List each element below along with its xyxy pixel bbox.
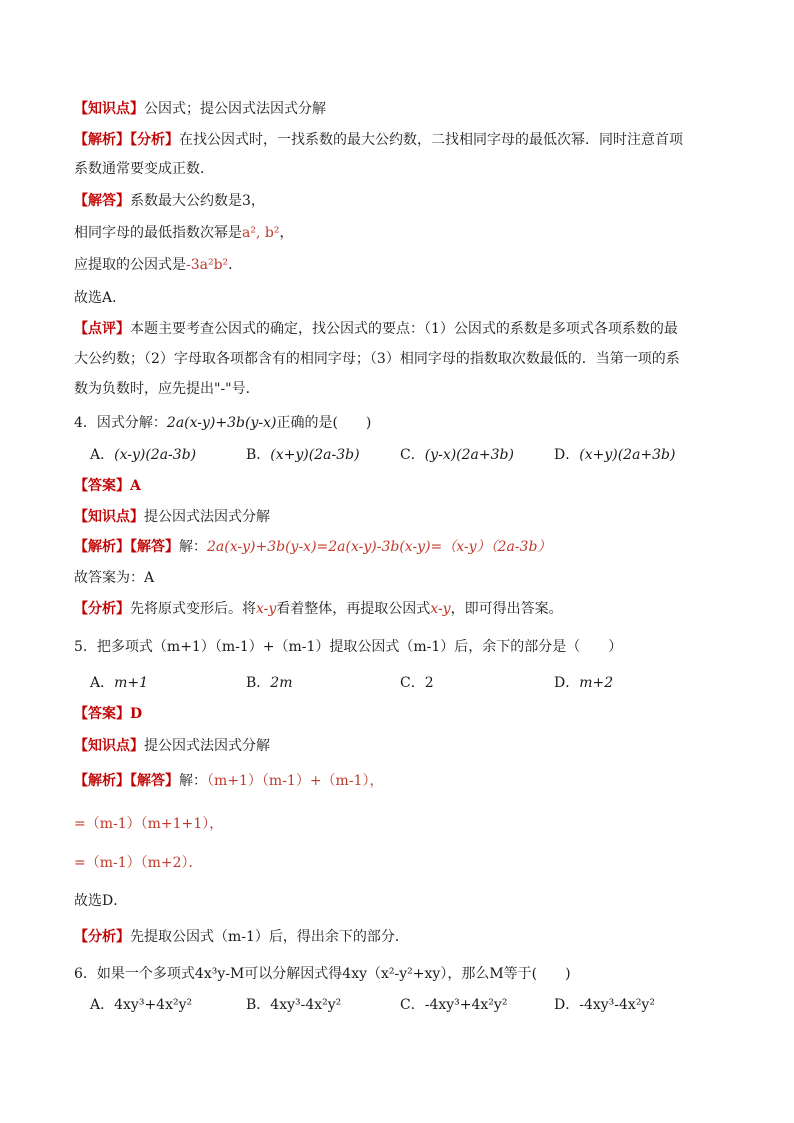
q3-answer-line-2 xyxy=(74,222,293,244)
option-letter: C． xyxy=(400,997,425,1013)
knowledge-tag: 【知识点】 xyxy=(74,738,144,754)
knowledge-text: 提公因式法因式分解 xyxy=(144,509,270,525)
analysis-expr: 2a(x-y)+3b(y-x)=2a(x-y)-3b(x-y)=（x-y）（2a-3b） xyxy=(207,539,552,555)
q5-step-3-line xyxy=(74,852,203,874)
answer-text-3: 应提取的公因式是 xyxy=(74,257,186,273)
option-text: 4xy³+4x²y² xyxy=(114,997,193,1013)
q3-knowledge-line xyxy=(74,98,326,120)
analysis-tag: 【解析】【解答】 xyxy=(74,773,179,789)
option-text: (x+y)(2a+3b) xyxy=(579,447,676,463)
option-letter: B． xyxy=(246,997,271,1013)
answer-suffix-3: ． xyxy=(228,257,243,273)
analysis-tag: 【解析】【解答】 xyxy=(74,539,179,555)
fenxi-text-2: 看着整体，再提取公因式 xyxy=(276,601,431,617)
option-letter: D． xyxy=(554,997,580,1013)
fenxi-text-3: ，即可得出答案。 xyxy=(450,601,563,617)
option-text: -4xy³-4x²y² xyxy=(579,997,655,1013)
q4-stem-prefix: 因式分解： xyxy=(96,415,167,431)
analysis-text-2: 系数通常要变成正数． xyxy=(74,161,214,177)
choose-text: 故选D． xyxy=(74,893,128,909)
answer-expr-2: a², b² xyxy=(242,225,280,241)
option-letter: A． xyxy=(90,675,115,691)
answer-value: D xyxy=(130,706,143,722)
knowledge-text: 公因式；提公因式法因式分解 xyxy=(144,101,326,117)
q6-option-c xyxy=(400,994,507,1016)
option-letter: A． xyxy=(90,997,115,1013)
q4-stem-suffix: 正确的是( ) xyxy=(276,415,372,431)
q4-answer-line xyxy=(74,475,141,497)
q5-step-2-line xyxy=(74,813,223,835)
option-text: m+1 xyxy=(114,675,149,691)
option-text: -4xy³+4x²y² xyxy=(424,997,508,1013)
analysis-prefix: 解： xyxy=(179,773,207,789)
q3-analysis-line-2 xyxy=(74,158,214,180)
option-letter: C． xyxy=(400,675,425,691)
result-text: 故答案为：A xyxy=(74,570,155,586)
q5-option-d xyxy=(554,672,613,694)
q6-option-b xyxy=(246,994,341,1016)
option-letter: D． xyxy=(554,447,580,463)
q6-stem xyxy=(74,963,571,985)
answer-tag: 【答案】 xyxy=(74,478,130,494)
fenxi-expr-1: x-y xyxy=(256,601,277,617)
answer-value: A xyxy=(130,478,141,494)
answer-text-2: 相同字母的最低指数次幂是 xyxy=(74,225,242,241)
question-number: 5． xyxy=(74,639,97,655)
q5-option-c xyxy=(400,672,434,694)
option-letter: B． xyxy=(246,447,271,463)
knowledge-text: 提公因式法因式分解 xyxy=(144,738,270,754)
option-letter: B． xyxy=(246,675,271,691)
question-number: 4． xyxy=(74,415,97,431)
answer-expr-3: -3a²b² xyxy=(186,257,229,273)
q5-analysis-line xyxy=(74,770,383,792)
option-text: 2 xyxy=(424,675,434,691)
option-text: 4xy³-4x²y² xyxy=(270,997,342,1013)
comment-text-1: 本题主要考查公因式的确定，找公因式的要点：（1）公因式的系数是多项式各项系数的最 xyxy=(130,321,678,337)
fenxi-tag: 【分析】 xyxy=(74,929,130,945)
option-text: (x+y)(2a-3b) xyxy=(270,447,360,463)
q5-option-a xyxy=(90,672,148,694)
answer-suffix-2: ， xyxy=(279,225,294,241)
q3-answer-line xyxy=(74,190,265,212)
q4-stem-expr: 2a(x-y)+3b(y-x) xyxy=(166,415,277,431)
q4-option-c xyxy=(400,444,514,466)
option-text: m+2 xyxy=(579,675,614,691)
q4-knowledge-line xyxy=(74,506,270,528)
analysis-tag: 【解析】【分析】 xyxy=(74,132,179,148)
fenxi-tag: 【分析】 xyxy=(74,601,130,617)
q4-fenxi-line xyxy=(74,598,563,620)
q5-knowledge-line xyxy=(74,735,270,757)
q5-option-b xyxy=(246,672,292,694)
analysis-step-3: =（m-1）（m+2）． xyxy=(74,855,203,871)
q5-fenxi-line xyxy=(74,926,409,948)
option-text: 2m xyxy=(270,675,293,691)
analysis-prefix: 解： xyxy=(179,539,207,555)
q4-option-a xyxy=(90,444,196,466)
answer-text: 系数最大公约数是3， xyxy=(130,193,265,209)
q4-option-d xyxy=(554,444,675,466)
option-letter: D． xyxy=(554,675,580,691)
q3-comment-line-2 xyxy=(74,348,680,370)
analysis-step-2: =（m-1）（m+1+1）， xyxy=(74,816,224,832)
fenxi-text: 先提取公因式（m-1）后，得出余下的部分． xyxy=(130,929,409,945)
q3-comment-line xyxy=(74,318,678,340)
option-letter: C． xyxy=(400,447,425,463)
q5-stem-text: 把多项式（m+1）（m-1）+（m-1）提取公因式（m-1）后，余下的部分是（ ） xyxy=(96,639,623,655)
q6-stem-text: 如果一个多项式4x³y-M可以分解因式得4xy（x²-y²+xy），那么M等于( ) xyxy=(96,966,571,982)
knowledge-tag: 【知识点】 xyxy=(74,509,144,525)
q5-answer-line xyxy=(74,703,142,725)
q6-option-a xyxy=(90,994,192,1016)
answer-tag: 【答案】 xyxy=(74,706,130,722)
fenxi-text-1: 先将原式变形后。将 xyxy=(130,601,256,617)
q5-choose-line xyxy=(74,890,127,912)
q3-analysis-line xyxy=(74,129,683,151)
comment-tag: 【点评】 xyxy=(74,321,130,337)
fenxi-expr-2: x-y xyxy=(430,601,451,617)
comment-text-2: 大公约数；（2）字母取各项都含有的相同字母；（3）相同字母的指数取次数最低的．当第一项的系 xyxy=(74,351,680,367)
option-letter: A． xyxy=(90,447,115,463)
comment-text-3: 数为负数时，应先提出"-"号． xyxy=(74,381,260,397)
choose-text: 故选A． xyxy=(74,290,127,306)
q3-choose-line xyxy=(74,287,126,309)
q5-stem xyxy=(74,636,622,658)
q4-option-b xyxy=(246,444,360,466)
q3-comment-line-3 xyxy=(74,378,260,400)
answer-tag: 【解答】 xyxy=(74,193,130,209)
knowledge-tag: 【知识点】 xyxy=(74,101,144,117)
q4-stem xyxy=(74,412,371,434)
q3-answer-line-3 xyxy=(74,254,242,276)
q4-result-line xyxy=(74,567,154,589)
analysis-step-1: （m+1）（m-1）+（m-1）， xyxy=(207,773,384,789)
q6-option-d xyxy=(554,994,655,1016)
option-text: (x-y)(2a-3b) xyxy=(114,447,197,463)
question-number: 6． xyxy=(74,966,97,982)
q4-analysis-line xyxy=(74,536,551,558)
option-text: (y-x)(2a+3b) xyxy=(424,447,514,463)
analysis-text: 在找公因式时，一找系数的最大公约数，二找相同字母的最低次幂．同时注意首项 xyxy=(179,132,683,148)
